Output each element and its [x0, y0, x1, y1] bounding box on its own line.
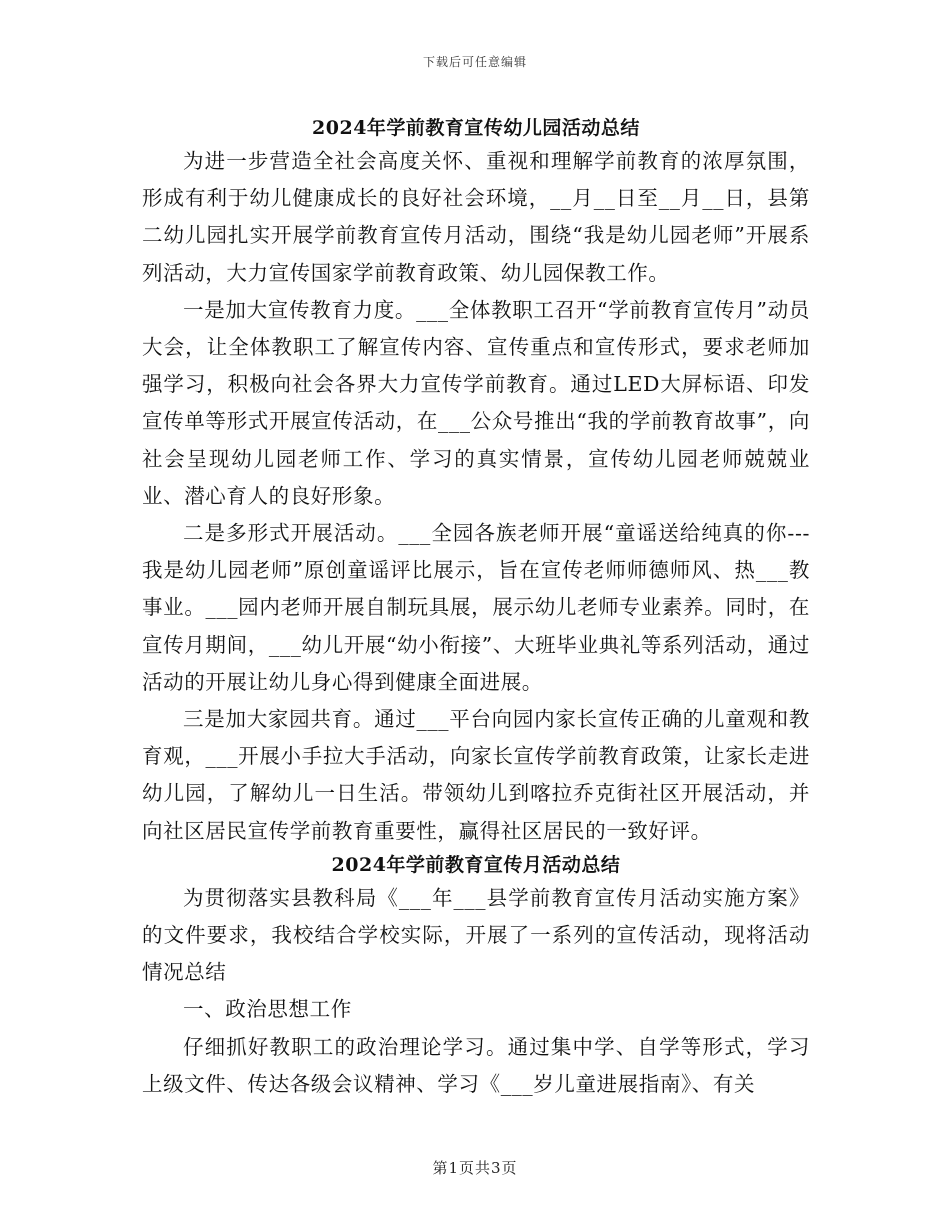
- page-header-note: 下载后可任意编辑: [422, 55, 527, 69]
- section-heading-political: 一、政治思想工作: [183, 997, 352, 1022]
- paragraph-point-2: 二是多形式开展活动。___全园各族老师开展“童谣送给纯真的你---我是幼儿园老师”原创童谣评比展示，旨在宣传老师师德师风、热___教事业。___园内老师开展自制玩具展，展示幼儿老师专业素养。同时，在宣传月期间，___幼儿开展“幼小衔接”、大班毕业典礼等系列活动，通过活动的开展让幼儿身心得到健康全面进展。: [142, 521, 810, 694]
- paragraph-intro: 为进一步营造全社会高度关怀、重视和理解学前教育的浓厚氛围，形成有利于幼儿健康成长的良好社会环境，__月__日至__月__日，县第二幼儿园扎实开展学前教育宣传月活动，围绕“我是幼儿园老师”开展系列活动，大力宣传国家学前教育政策、幼儿园保教工作。: [142, 149, 810, 285]
- paragraph-section2-body: 仔细抓好教职工的政治理论学习。通过集中学、自学等形式，学习上级文件、传达各级会议精神、学习《___岁儿童进展指南》、有关: [142, 1034, 810, 1096]
- page-number: 第1页共3页: [432, 1159, 518, 1177]
- document-title: 2024年学前教育宣传幼儿园活动总结: [312, 117, 640, 139]
- section-title: 2024年学前教育宣传月活动总结: [331, 853, 621, 876]
- paragraph-point-3: 三是加大家园共育。通过___平台向园内家长宣传正确的儿童观和教育观，___开展小手拉大手活动，向家长宣传学前教育政策，让家长走进幼儿园，了解幼儿一日生活。带领幼儿到喀拉乔克街社区开展活动，并向社区居民宣传学前教育重要性，赢得社区居民的一致好评。: [142, 707, 810, 843]
- document-body: [142, 113, 810, 1103]
- paragraph-point-1: 一是加大宣传教育力度。___全体教职工召开“学前教育宣传月”动员大会，让全体教职工了解宣传内容、宣传重点和宣传形式，要求老师加强学习，积极向社会各界大力宣传学前教育。通过LED大屏标语、印发宣传单等形式开展宣传活动，在___公众号推出“我的学前教育故事”，向社会呈现幼儿园老师工作、学习的真实情景，宣传幼儿园老师兢兢业业、潜心育人的良好形象。: [142, 297, 810, 508]
- paragraph-section2-intro: 为贯彻落实县教科局《___年___县学前教育宣传月活动实施方案》的文件要求，我校结合学校实际，开展了一系列的宣传活动，现将活动情况总结: [142, 885, 810, 985]
